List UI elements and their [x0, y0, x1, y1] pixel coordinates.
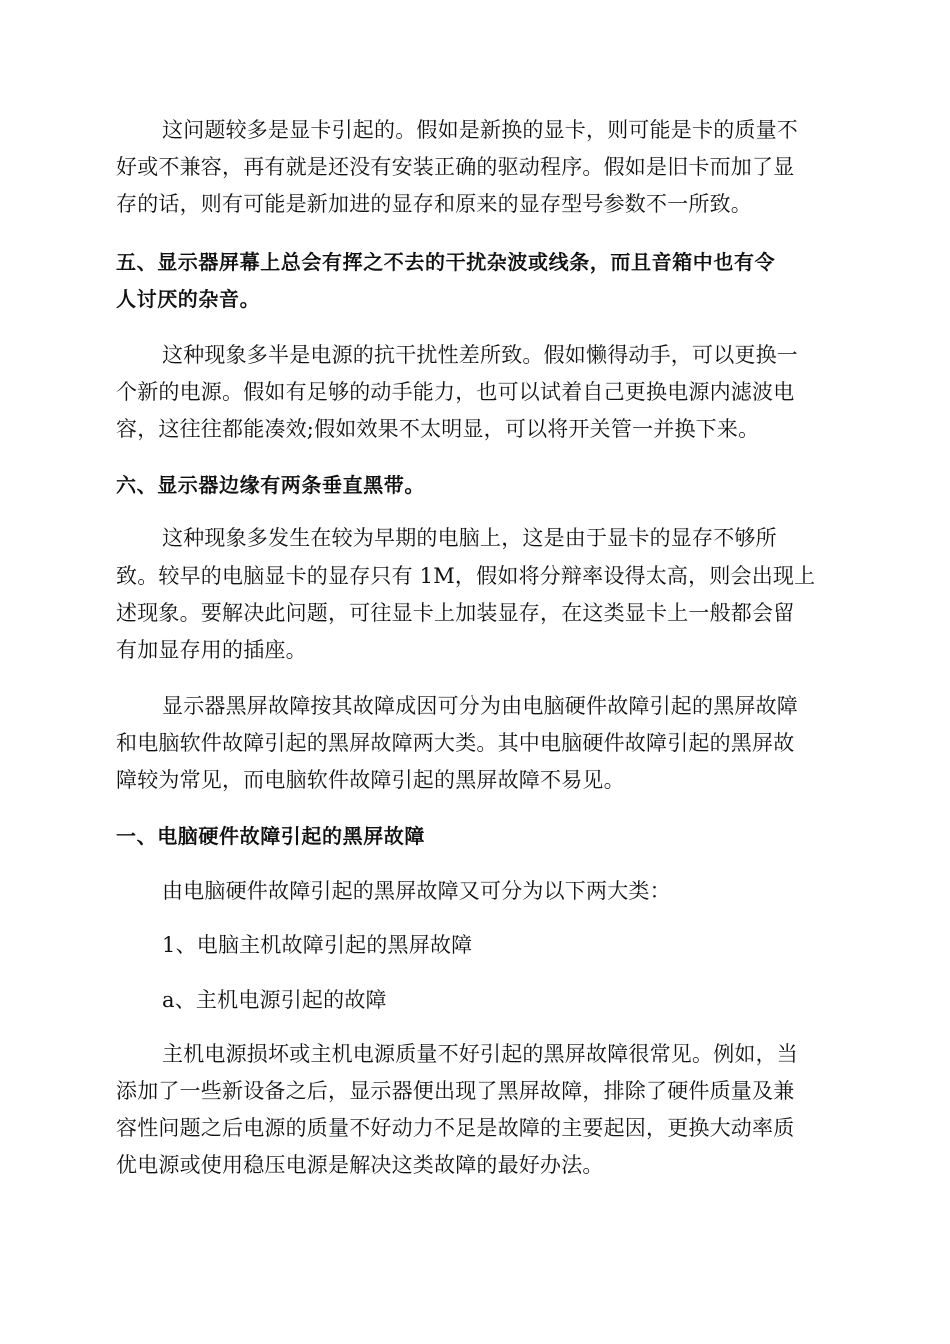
paragraph-line: 和电脑软件故障引起的黑屏故障两大类。其中电脑硬件故障引起的黑屏故	[116, 731, 795, 755]
section-heading-6: 六、显示器边缘有两条垂直黑带。	[116, 473, 425, 497]
section-heading-5: 人讨厌的杂音。	[116, 287, 261, 311]
paragraph-line: 由电脑硬件故障引起的黑屏故障又可分为以下两大类：	[162, 879, 671, 903]
paragraph-line: 这种现象多发生在较为早期的电脑上，这是由于显卡的显存不够所	[162, 526, 777, 550]
paragraph-line: 这种现象多半是电源的抗干扰性差所致。假如懒得动手，可以更换一	[162, 343, 798, 367]
paragraph-line: 好或不兼容，再有就是还没有安装正确的驱动程序。假如是旧卡而加了显	[116, 155, 795, 179]
paragraph-line: 添加了一些新设备之后，显示器便出现了黑屏故障，排除了硬件质量及兼	[116, 1079, 795, 1103]
paragraph-line: 有加显存用的插座。	[116, 638, 307, 662]
paragraph-line: 述现象。要解决此问题，可往显卡上加装显存，在这类显卡上一般都会留	[116, 601, 795, 625]
paragraph-line: 主机电源损坏或主机电源质量不好引起的黑屏故障很常见。例如，当	[162, 1042, 798, 1066]
paragraph-line: 显示器黑屏故障按其故障成因可分为由电脑硬件故障引起的黑屏故障	[162, 694, 798, 718]
paragraph-line: 致。较早的电脑显卡的显存只有 1M，假如将分辩率设得太高，则会出现上	[116, 564, 816, 588]
subheading-line: a、主机电源引起的故障	[162, 988, 387, 1012]
subheading-line: 1、电脑主机故障引起的黑屏故障	[162, 933, 473, 957]
paragraph-line: 容，这往往都能凑效;假如效果不太明显，可以将开关管一并换下来。	[116, 417, 760, 441]
paragraph-line: 障较为常见，而电脑软件故障引起的黑屏故障不易见。	[116, 768, 625, 792]
paragraph-line: 容性问题之后电源的质量不好动力不足是故障的主要起因，更换大动率质	[116, 1116, 795, 1140]
paragraph-line: 这问题较多是显卡引起的。假如是新换的显卡，则可能是卡的质量不	[162, 118, 798, 142]
paragraph-line: 存的话，则有可能是新加进的显存和原来的显存型号参数不一所致。	[116, 192, 752, 216]
paragraph-line: 个新的电源。假如有足够的动手能力，也可以试着自己更换电源内滤波电	[116, 380, 795, 404]
section-heading-5: 五、显示器屏幕上总会有挥之不去的干扰杂波或线条，而且音箱中也有令	[116, 250, 776, 274]
section-heading-1: 一、电脑硬件故障引起的黑屏故障	[116, 824, 425, 848]
paragraph-line: 优电源或使用稳压电源是解决这类故障的最好办法。	[116, 1153, 604, 1177]
